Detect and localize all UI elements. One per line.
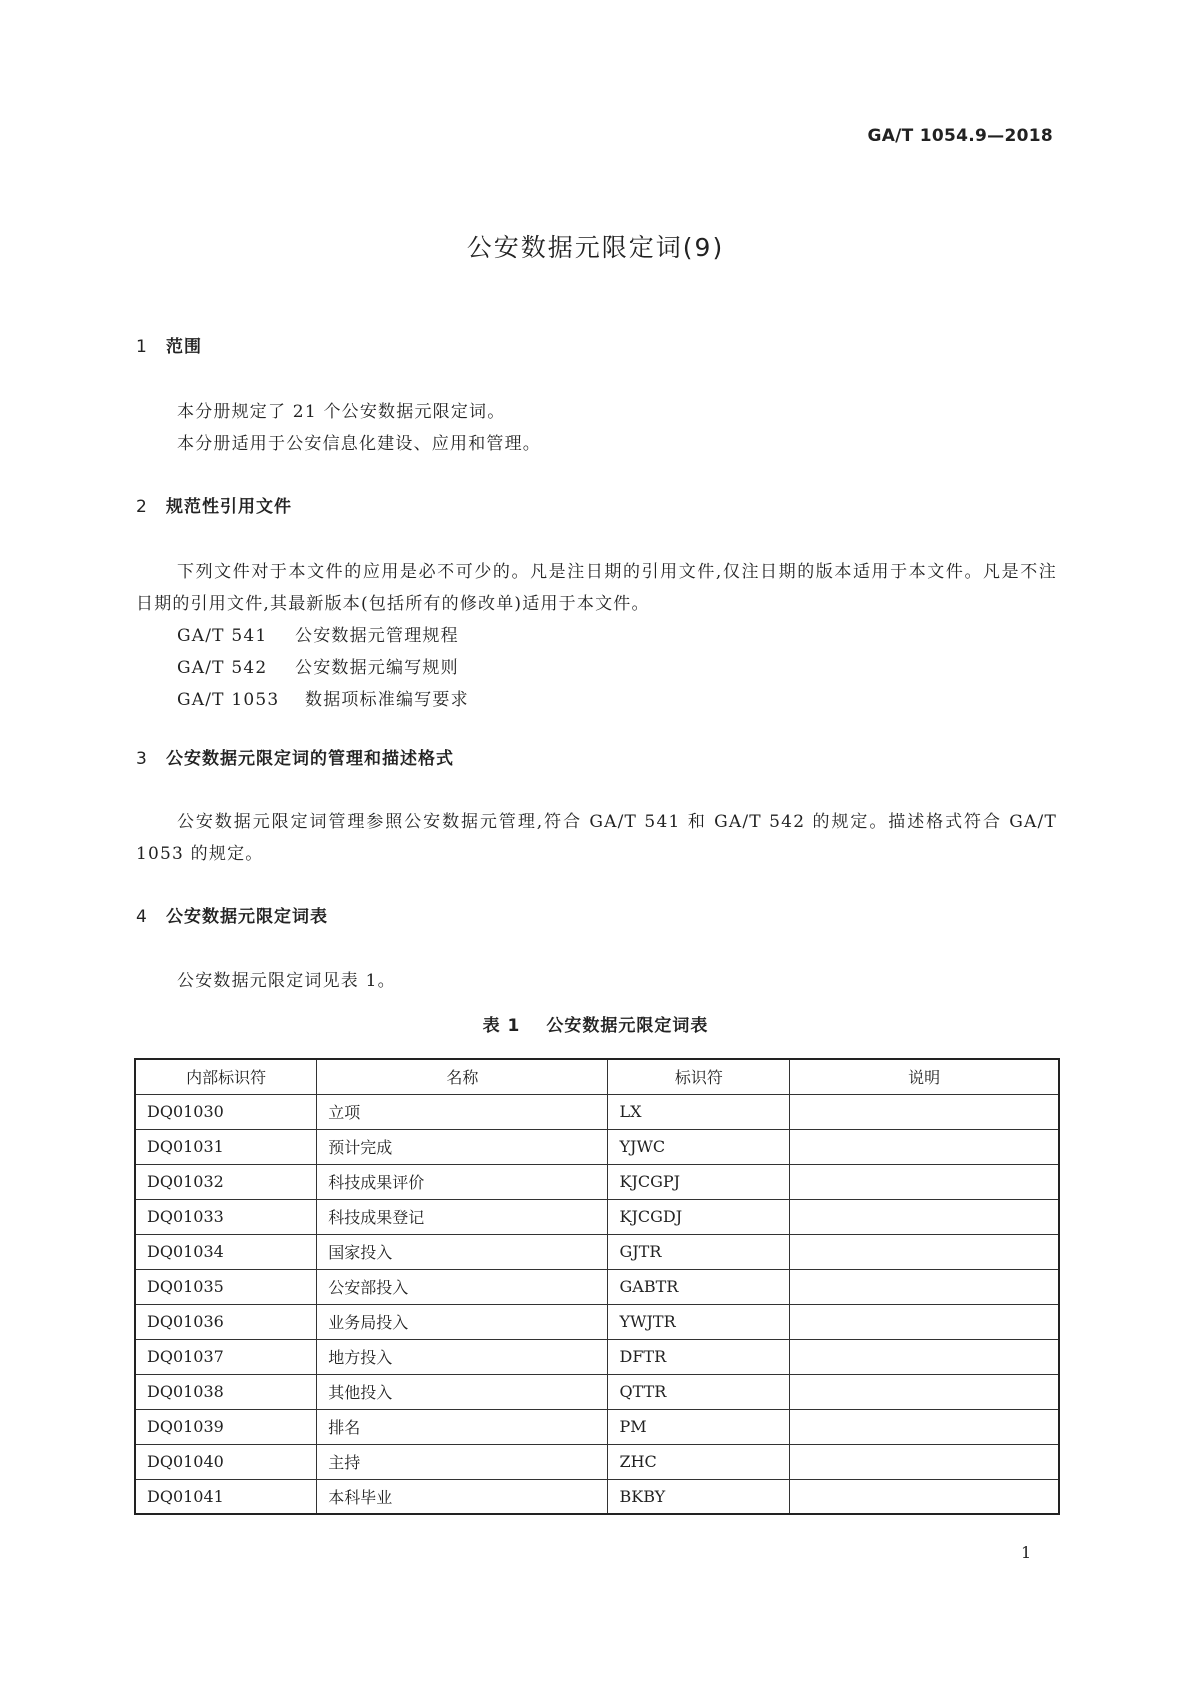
table-cell: 本科毕业 [317,1479,608,1514]
table-cell: KJCGPJ [608,1164,790,1199]
table-cell: DQ01030 [135,1094,317,1129]
table-cell: 国家投入 [317,1234,608,1269]
table-caption-title: 公安数据元限定词表 [546,1016,709,1036]
table-cell: PM [608,1409,790,1444]
reference-title: 公安数据元编写规则 [295,658,459,678]
table-cell: 其他投入 [317,1374,608,1409]
table-cell [790,1374,1059,1409]
section-title: 规范性引用文件 [166,497,292,517]
table-cell: 地方投入 [317,1339,608,1374]
section-number: 1 [136,337,148,357]
table-cell: GJTR [608,1234,790,1269]
paragraph: 公安数据元限定词管理参照公安数据元管理,符合 GA/T 541 和 GA/T 542 的规定。描述格式符合 GA/T 1053 的规定。 [136,812,1057,864]
table-cell: DQ01036 [135,1304,317,1339]
paragraph: 下列文件对于本文件的应用是必不可少的。凡是注日期的引用文件,仅注日期的版本适用于本文件。凡是不注日期的引用文件,其最新版本(包括所有的修改单)适用于本文件。 [136,562,1057,614]
table-cell: 主持 [317,1444,608,1479]
table-cell: ZHC [608,1444,790,1479]
reference-item [136,620,1057,652]
paragraph: 本分册规定了 21 个公安数据元限定词。 [177,402,506,422]
table-cell: DQ01040 [135,1444,317,1479]
reference-code: GA/T 1053 [177,690,280,710]
table-cell: KJCGDJ [608,1199,790,1234]
table-cell [790,1129,1059,1164]
table-cell [790,1479,1059,1514]
table-cell: DQ01034 [135,1234,317,1269]
table-cell: 预计完成 [317,1129,608,1164]
table-cell [790,1304,1059,1339]
reference-code: GA/T 542 [177,658,268,678]
table-cell [790,1094,1059,1129]
table-row [135,1479,1059,1514]
section-heading-normative-references [136,492,292,517]
table-row [135,1304,1059,1339]
paragraph: 公安数据元限定词见表 1。 [177,971,396,991]
table-row [135,1164,1059,1199]
table-cell: 公安部投入 [317,1269,608,1304]
table-cell: QTTR [608,1374,790,1409]
table-cell [790,1199,1059,1234]
table-cell: DQ01041 [135,1479,317,1514]
table-cell: 排名 [317,1409,608,1444]
section-body-normative-references [136,556,1057,716]
table-caption-number: 表 1 [482,1016,521,1036]
table-row [135,1234,1059,1269]
section-body-scope [136,396,1057,460]
table-cell: 立项 [317,1094,608,1129]
section-body-management-format [136,806,1057,870]
section-title: 公安数据元限定词的管理和描述格式 [166,749,454,769]
page-number: 1 [1021,1543,1032,1562]
section-body-qualifier-table [136,965,1057,997]
table-cell: YJWC [608,1129,790,1164]
table-cell [790,1164,1059,1199]
reference-title: 公安数据元管理规程 [295,626,459,646]
table-row [135,1339,1059,1374]
table-cell: DQ01033 [135,1199,317,1234]
table-header-row [135,1059,1059,1094]
document-title: 公安数据元限定词(9) [466,233,725,262]
table-row [135,1409,1059,1444]
table-cell [790,1409,1059,1444]
table-cell [790,1339,1059,1374]
section-number: 3 [136,749,148,769]
column-header: 标识符 [608,1059,790,1094]
table-cell: LX [608,1094,790,1129]
table-cell: 科技成果评价 [317,1164,608,1199]
table-row [135,1374,1059,1409]
table-row [135,1269,1059,1304]
section-heading-qualifier-table [136,902,328,927]
column-header: 说明 [790,1059,1059,1094]
table-row [135,1444,1059,1479]
column-header: 内部标识符 [135,1059,317,1094]
table-body [135,1094,1059,1514]
table-cell [790,1269,1059,1304]
table-row [135,1129,1059,1164]
reference-code: GA/T 541 [177,626,268,646]
table-caption [0,1011,1191,1036]
reference-item [136,652,1057,684]
reference-item [136,684,1057,716]
table-cell [790,1444,1059,1479]
paragraph: 本分册适用于公安信息化建设、应用和管理。 [177,434,541,454]
table-cell [790,1234,1059,1269]
section-heading-management-format [136,744,454,769]
column-header: 名称 [317,1059,608,1094]
table-cell: GABTR [608,1269,790,1304]
table-cell: DQ01038 [135,1374,317,1409]
section-title: 公安数据元限定词表 [166,907,328,927]
table-cell: 科技成果登记 [317,1199,608,1234]
table-cell: DQ01031 [135,1129,317,1164]
table-cell: YWJTR [608,1304,790,1339]
section-number: 4 [136,907,148,927]
table-cell: BKBY [608,1479,790,1514]
table-cell: DFTR [608,1339,790,1374]
table-cell: DQ01032 [135,1164,317,1199]
table-row [135,1094,1059,1129]
table-cell: DQ01035 [135,1269,317,1304]
table-row [135,1199,1059,1234]
reference-title: 数据项标准编写要求 [305,690,469,710]
section-number: 2 [136,497,148,517]
section-heading-scope [136,332,202,357]
section-title: 范围 [166,337,202,357]
table-cell: 业务局投入 [317,1304,608,1339]
table-cell: DQ01039 [135,1409,317,1444]
qualifier-table [134,1058,1060,1515]
table-cell: DQ01037 [135,1339,317,1374]
standard-code: GA/T 1054.9—2018 [867,126,1053,146]
